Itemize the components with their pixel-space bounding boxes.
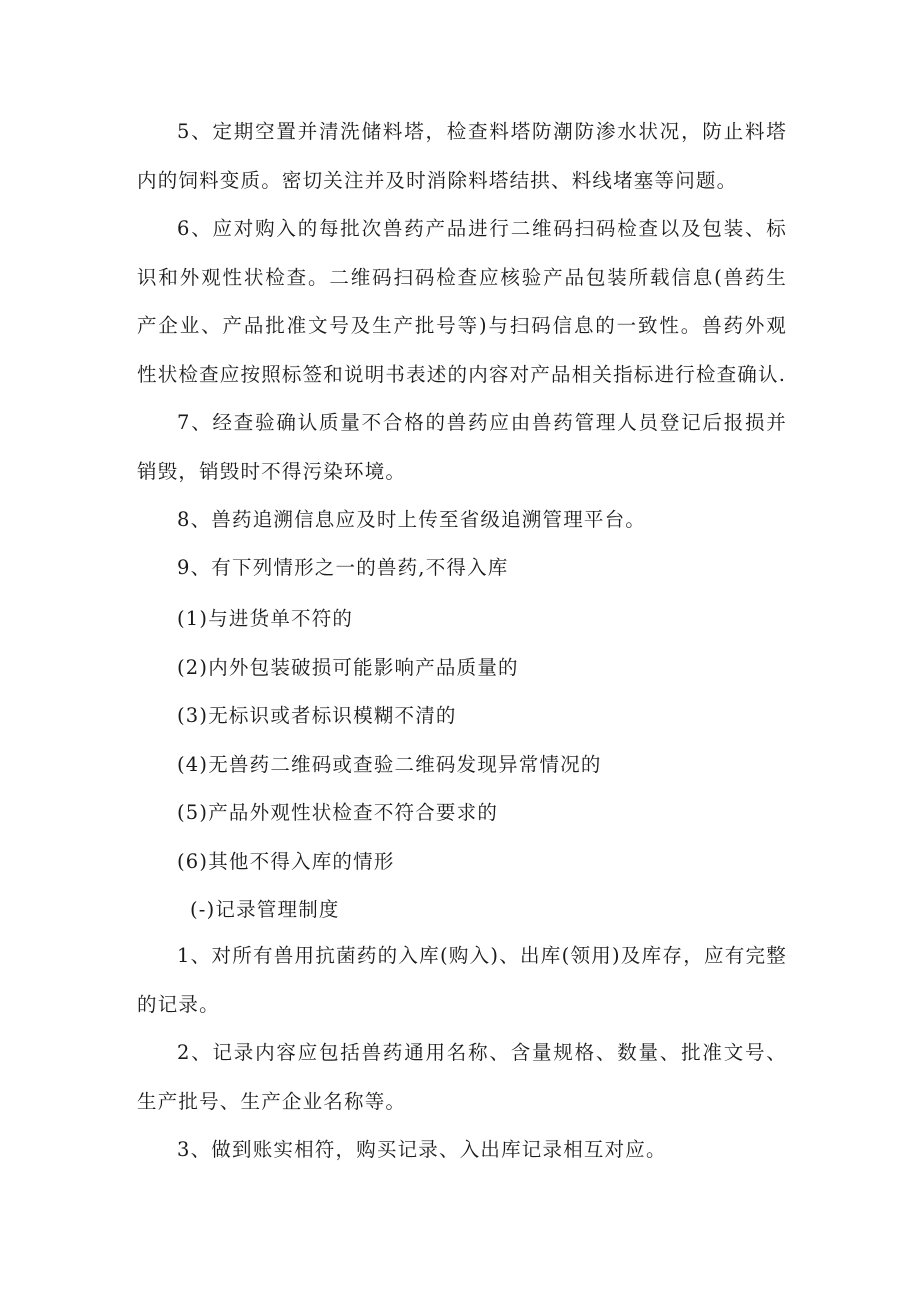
section-heading: (-)记录管理制度 bbox=[190, 898, 340, 921]
list-item-2: (2)内外包装破损可能影响产品质量的 bbox=[177, 656, 519, 679]
record-paragraph-1: 1、对所有兽用抗菌药的入库(购入)、出库(领用)及库存，应有完整的记录。 bbox=[137, 944, 787, 1016]
paragraph-item-6: 6、应对购入的每批次兽药产品进行二维码扫码检查以及包装、标识和外观性状检查。二维码扫码检查应核验产品包装所载信息(兽药生产企业、产品批准文号及生产批号等)与扫码信息的一致性。兽药外观性状检查应按照标签和说明书表述的内容对产品相关指标进行检查确认. bbox=[137, 217, 787, 386]
record-paragraph-2: 2、记录内容应包括兽药通用名称、含量规格、数量、批准文号、生产批号、生产企业名称等。 bbox=[137, 1041, 787, 1113]
record-paragraph-3: 3、做到账实相符，购买记录、入出库记录相互对应。 bbox=[177, 1138, 667, 1161]
list-item-5: (5)产品外观性状检查不符合要求的 bbox=[177, 801, 499, 824]
list-item-3: (3)无标识或者标识模糊不清的 bbox=[177, 704, 457, 727]
paragraph-item-9: 9、有下列情形之一的兽药,不得入库 bbox=[177, 556, 509, 579]
paragraph-item-8: 8、兽药追溯信息应及时上传至省级追溯管理平台。 bbox=[177, 508, 647, 531]
paragraph-item-5: 5、定期空置并清洗储料塔，检查料塔防潮防渗水状况，防止料塔内的饲料变质。密切关注并及时消除料塔结拱、料线堵塞等问题。 bbox=[137, 120, 787, 192]
list-item-1: (1)与进货单不符的 bbox=[177, 607, 354, 630]
list-item-6: (6)其他不得入库的情形 bbox=[177, 850, 395, 873]
paragraph-item-7: 7、经查验确认质量不合格的兽药应由兽药管理人员登记后报损并销毁，销毁时不得污染环境。 bbox=[137, 411, 787, 483]
list-item-4: (4)无兽药二维码或查验二维码发现异常情况的 bbox=[177, 753, 602, 776]
